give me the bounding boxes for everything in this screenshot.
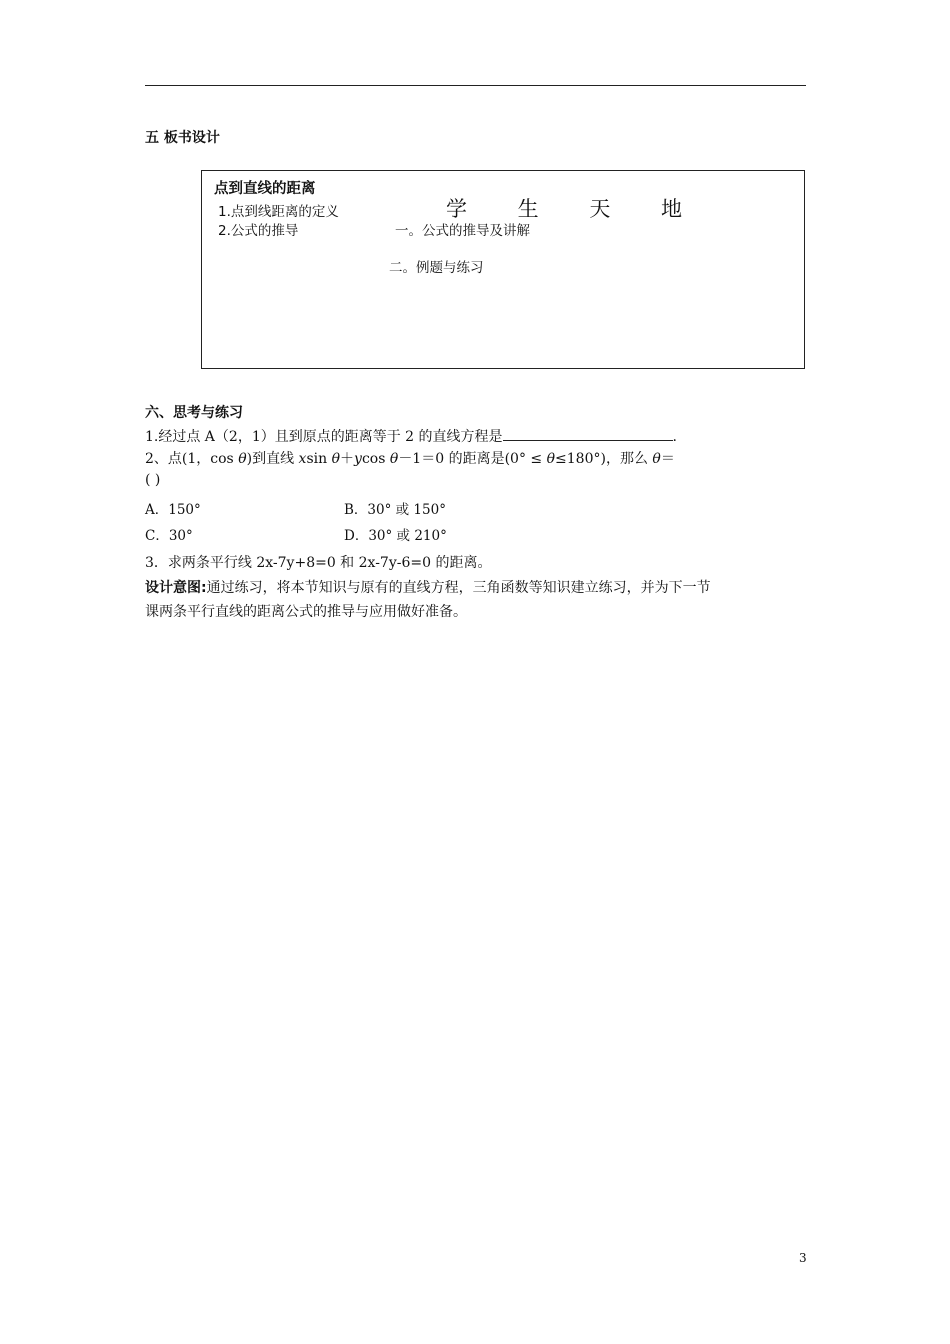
question-3: 3．求两条平行线 2x-7y+8=0 和 2x-7y-6=0 的距离。 xyxy=(145,555,492,571)
design-intent-line-2: 课两条平行直线的距离公式的推导与应用做好准备。 xyxy=(145,604,467,620)
question-1 xyxy=(145,426,677,446)
q2-part-b: )到直线 xyxy=(246,451,295,467)
board-item-definition: 1.点到线距离的定义 xyxy=(218,204,339,220)
section5-heading: 五 板书设计 xyxy=(145,130,220,146)
design-intent-text-1: 通过练习，将本节知识与原有的直线方程，三角函数等知识建立练习，并为下一节 xyxy=(206,580,711,596)
q2-theta: θ xyxy=(331,451,341,467)
q2-theta: θ xyxy=(389,451,399,467)
question-2 xyxy=(145,448,805,468)
q2-cos: cos xyxy=(361,451,386,467)
q2-part-c: －1＝0 的距离是(0° ≤ xyxy=(398,451,543,467)
option-c: C．30° xyxy=(145,528,193,544)
q2-equals: ＝ xyxy=(660,451,675,467)
board-sub-examples: 二。例题与练习 xyxy=(389,260,484,276)
board-item-derivation: 2.公式的推导 xyxy=(218,223,299,239)
blackboard-design-box xyxy=(201,170,805,369)
section6-heading: 六、思考与练习 xyxy=(145,405,243,421)
design-intent-line-1 xyxy=(145,577,711,597)
q2-theta: θ xyxy=(652,451,661,467)
q2-var-x: x xyxy=(298,451,307,467)
q2-sin: sin xyxy=(306,451,328,467)
q2-part-a: 2、点(1，cos xyxy=(145,451,234,467)
board-title: 点到直线的距离 xyxy=(214,181,316,197)
option-d: D．30° 或 210° xyxy=(344,528,447,544)
q2-theta: θ xyxy=(238,451,247,467)
answer-blank xyxy=(503,426,673,441)
board-sub-derivation: 一。公式的推导及讲解 xyxy=(395,223,530,239)
q2-part-d: ≤180°)，那么 xyxy=(555,451,648,467)
q2-theta: θ xyxy=(546,451,556,467)
q2-var-y: y xyxy=(354,451,362,467)
page-number: 3 xyxy=(799,1251,807,1265)
board-student-area-label: 学 生 天 地 xyxy=(446,197,705,221)
option-a: A．150° xyxy=(145,502,201,518)
question-2-paren: ( ) xyxy=(145,472,161,488)
q2-plus: ＋ xyxy=(340,451,355,467)
question-1-end: . xyxy=(672,429,677,445)
design-intent-label: 设计意图: xyxy=(145,580,207,596)
question-1-text: 1.经过点 A（2，1）且到原点的距离等于 2 的直线方程是 xyxy=(145,429,503,445)
header-rule xyxy=(145,85,806,86)
option-b: B．30° 或 150° xyxy=(344,502,446,518)
